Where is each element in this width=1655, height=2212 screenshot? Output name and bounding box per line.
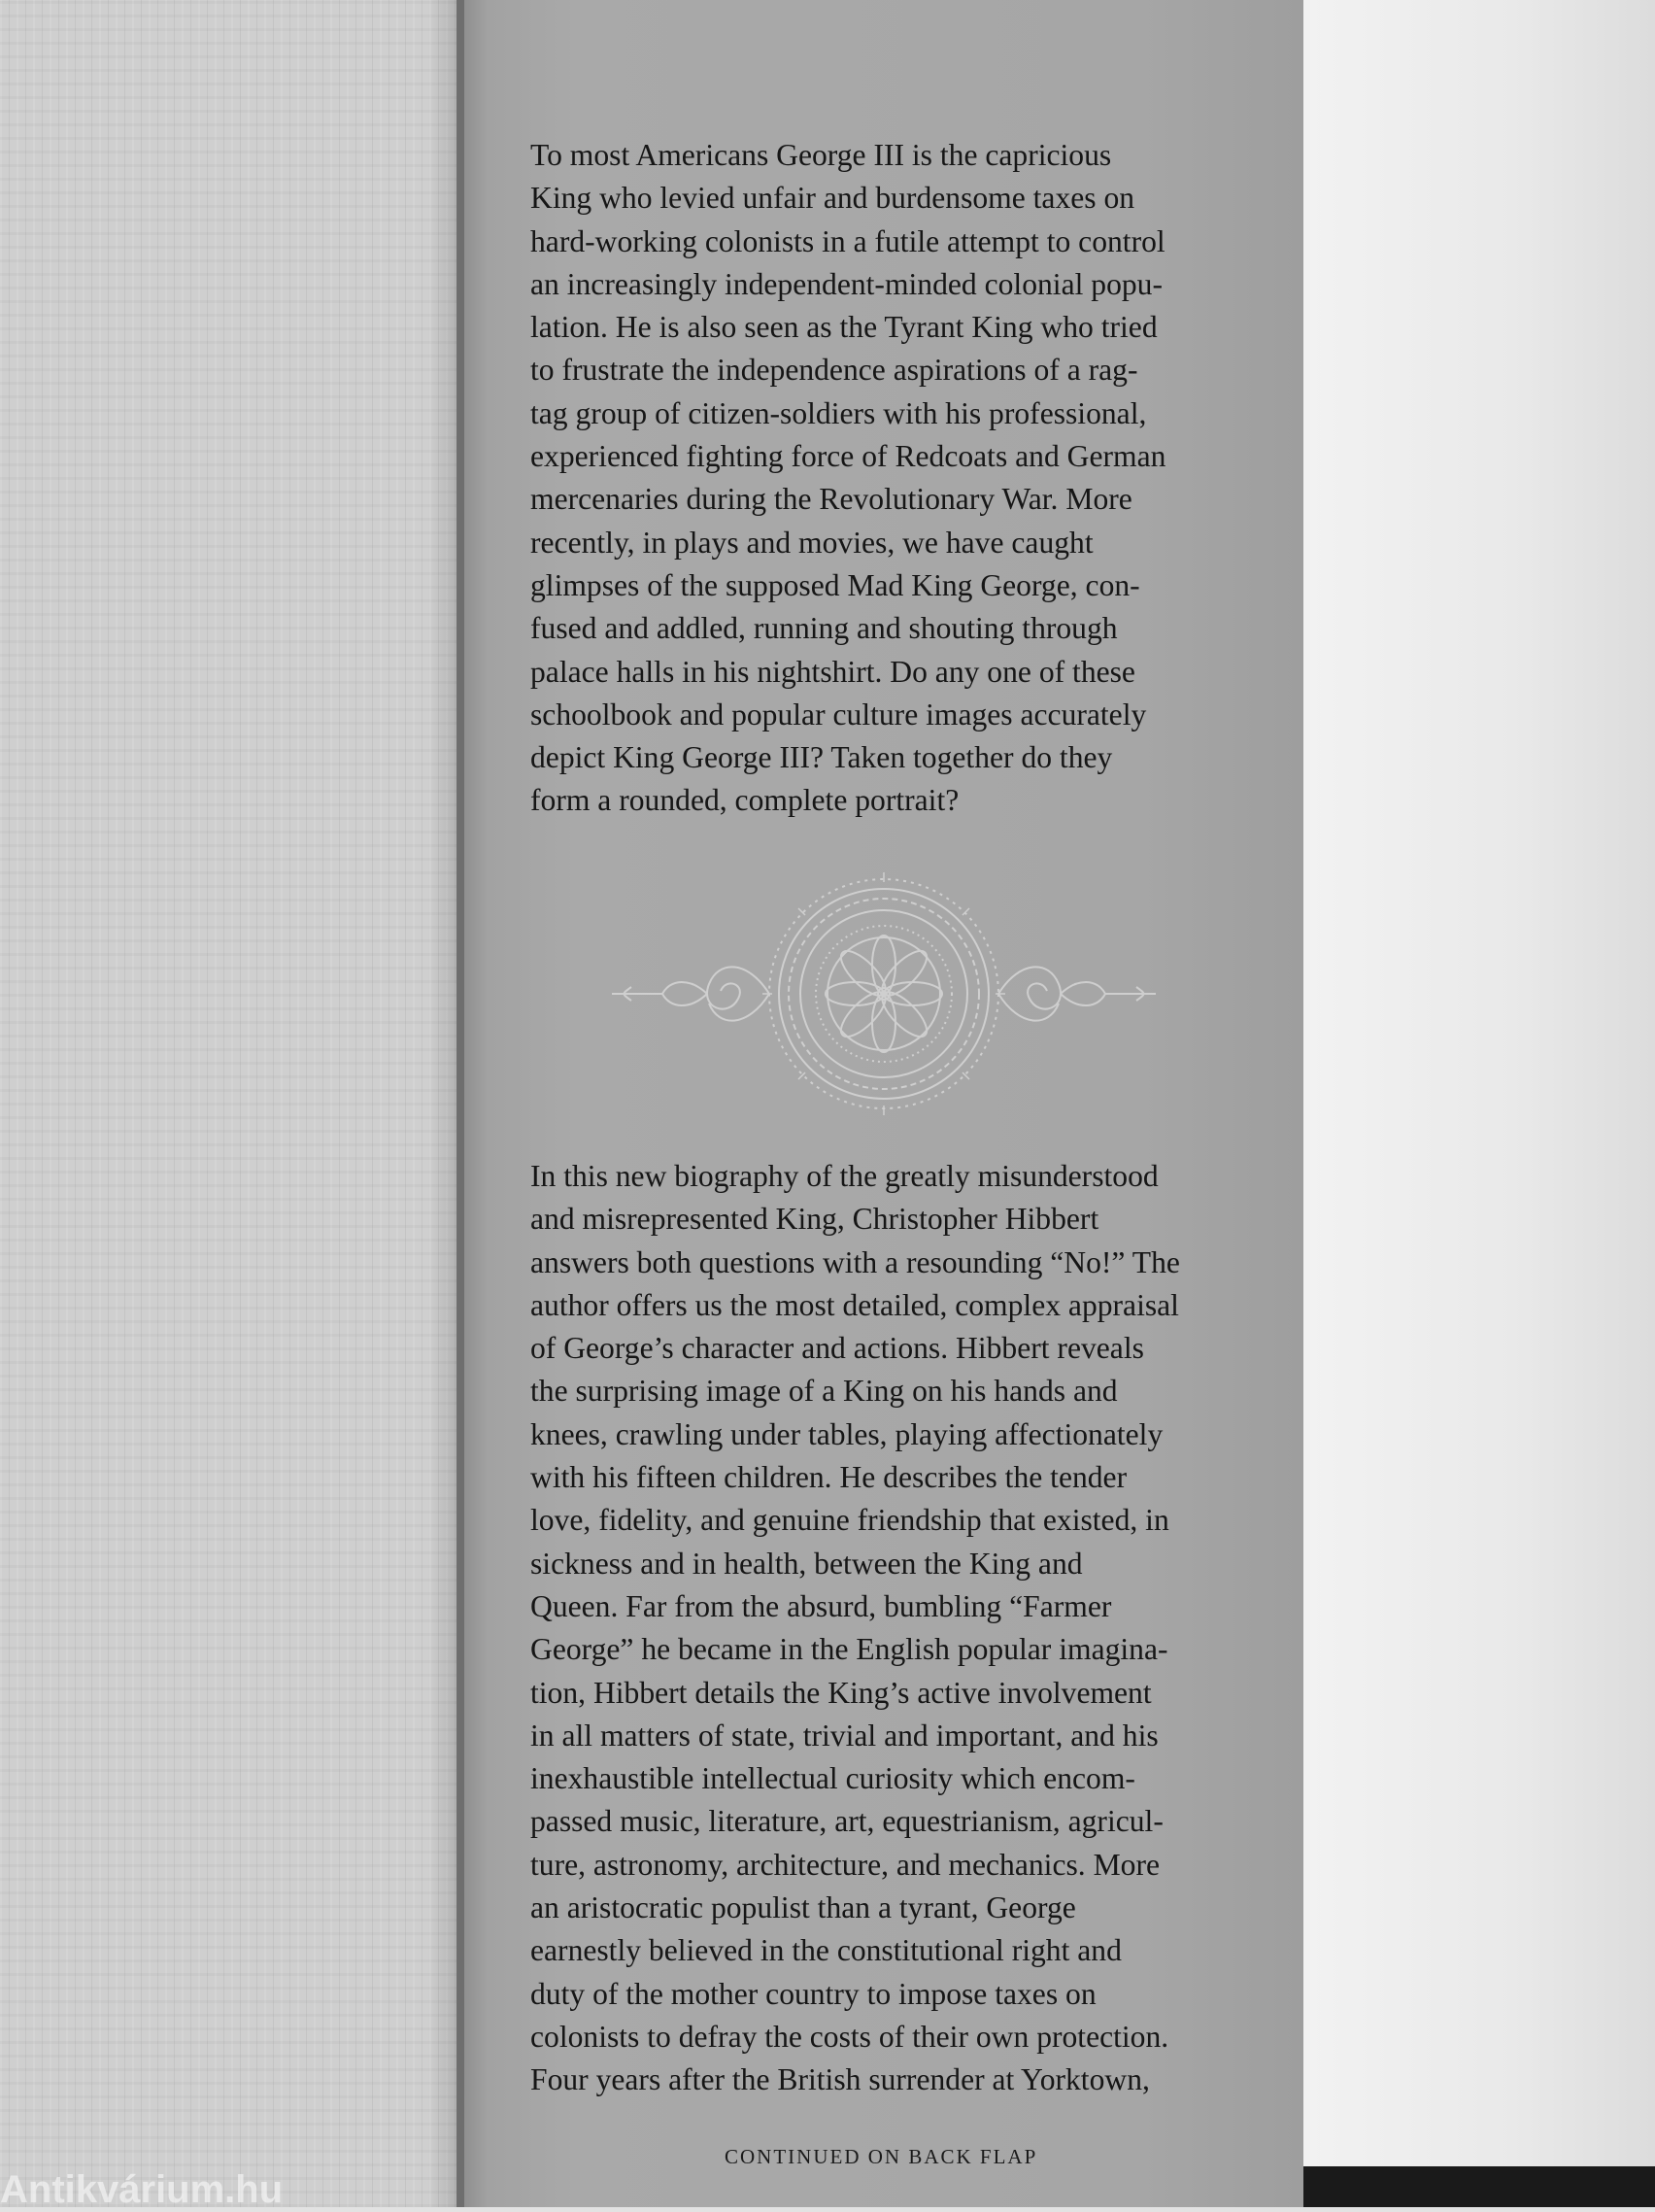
continued-on-back-flap-label: CONTINUED ON BACK FLAP	[725, 2145, 1038, 2168]
text-line: Four years after the British surrender at Yorktown,	[530, 2062, 1150, 2097]
text-line: passed music, literature, art, equestrianism, agricul-	[530, 1804, 1164, 1839]
text-line: schoolbook and popular culture images accurately	[530, 697, 1147, 732]
flap-paragraph-1	[530, 134, 1249, 823]
text-line: recently, in plays and movies, we have caught	[530, 525, 1094, 560]
text-line: answers both questions with a resounding “No!” The	[530, 1244, 1180, 1279]
left-endpaper	[0, 0, 466, 2207]
watermark-text: Antikvárium.hu	[0, 2168, 284, 2211]
text-line: depict King George III? Taken together do they	[530, 740, 1113, 775]
text-line: To most Americans George III is the capricious	[530, 138, 1112, 172]
text-line: tion, Hibbert details the King’s active involvement	[530, 1675, 1152, 1710]
text-line: lation. He is also seen as the Tyrant King who tried	[530, 310, 1158, 345]
text-line: colonists to defray the costs of their own protection.	[530, 2019, 1169, 2054]
text-line: Queen. Far from the absurd, bumbling “Farmer	[530, 1588, 1112, 1623]
text-line: and misrepresented King, Christopher Hibbert	[530, 1202, 1099, 1237]
text-line: experienced fighting force of Redcoats and German	[530, 439, 1166, 474]
text-line: ture, astronomy, architecture, and mechanics. More	[530, 1847, 1160, 1882]
text-line: duty of the mother country to impose taxes on	[530, 1976, 1097, 2011]
text-line: mercenaries during the Revolutionary War. More	[530, 482, 1132, 517]
text-line: of George’s character and actions. Hibbert reveals	[530, 1331, 1144, 1366]
text-line: an increasingly independent-minded colonial popu-	[530, 266, 1163, 301]
text-line: hard-working colonists in a futile attempt to control	[530, 223, 1165, 258]
text-line: George” he became in the English popular imagina-	[530, 1632, 1168, 1667]
text-line: fused and addled, running and shouting through	[530, 611, 1118, 646]
text-line: in all matters of state, trivial and important, and his	[530, 1718, 1159, 1753]
text-line: sickness and in health, between the King and	[530, 1546, 1083, 1581]
text-line: knees, crawling under tables, playing affectionately	[530, 1416, 1164, 1451]
text-line: to frustrate the independence aspirations of a rag-	[530, 353, 1138, 388]
text-line: inexhaustible intellectual curiosity which encom-	[530, 1761, 1135, 1796]
text-line: the surprising image of a King on his hands and	[530, 1374, 1118, 1409]
bottom-dark-strip	[1303, 2166, 1655, 2207]
text-line: form a rounded, complete portrait?	[530, 783, 960, 818]
text-line: with his fifteen children. He describes the tender	[530, 1460, 1128, 1495]
text-line: tag group of citizen-soldiers with his professional,	[530, 395, 1147, 430]
text-line: glimpses of the supposed Mad King George, con-	[530, 567, 1140, 602]
text-line: In this new biography of the greatly misunderstood	[530, 1159, 1159, 1193]
text-line: palace halls in his nightshirt. Do any one of these	[530, 654, 1135, 689]
text-line: earnestly believed in the constitutional right and	[530, 1933, 1122, 1968]
text-line: King who levied unfair and burdensome taxes on	[530, 181, 1135, 216]
rosette-flourish-ornament-icon	[602, 863, 1165, 1125]
text-line: author offers us the most detailed, complex appraisal	[530, 1287, 1179, 1322]
text-line: an aristocratic populist than a tyrant, George	[530, 1890, 1076, 1925]
right-page	[1303, 0, 1655, 2166]
flap-fold-edge	[456, 0, 464, 2207]
text-line: love, fidelity, and genuine friendship that existed, in	[530, 1503, 1169, 1538]
flap-paragraph-2	[530, 1155, 1249, 2102]
